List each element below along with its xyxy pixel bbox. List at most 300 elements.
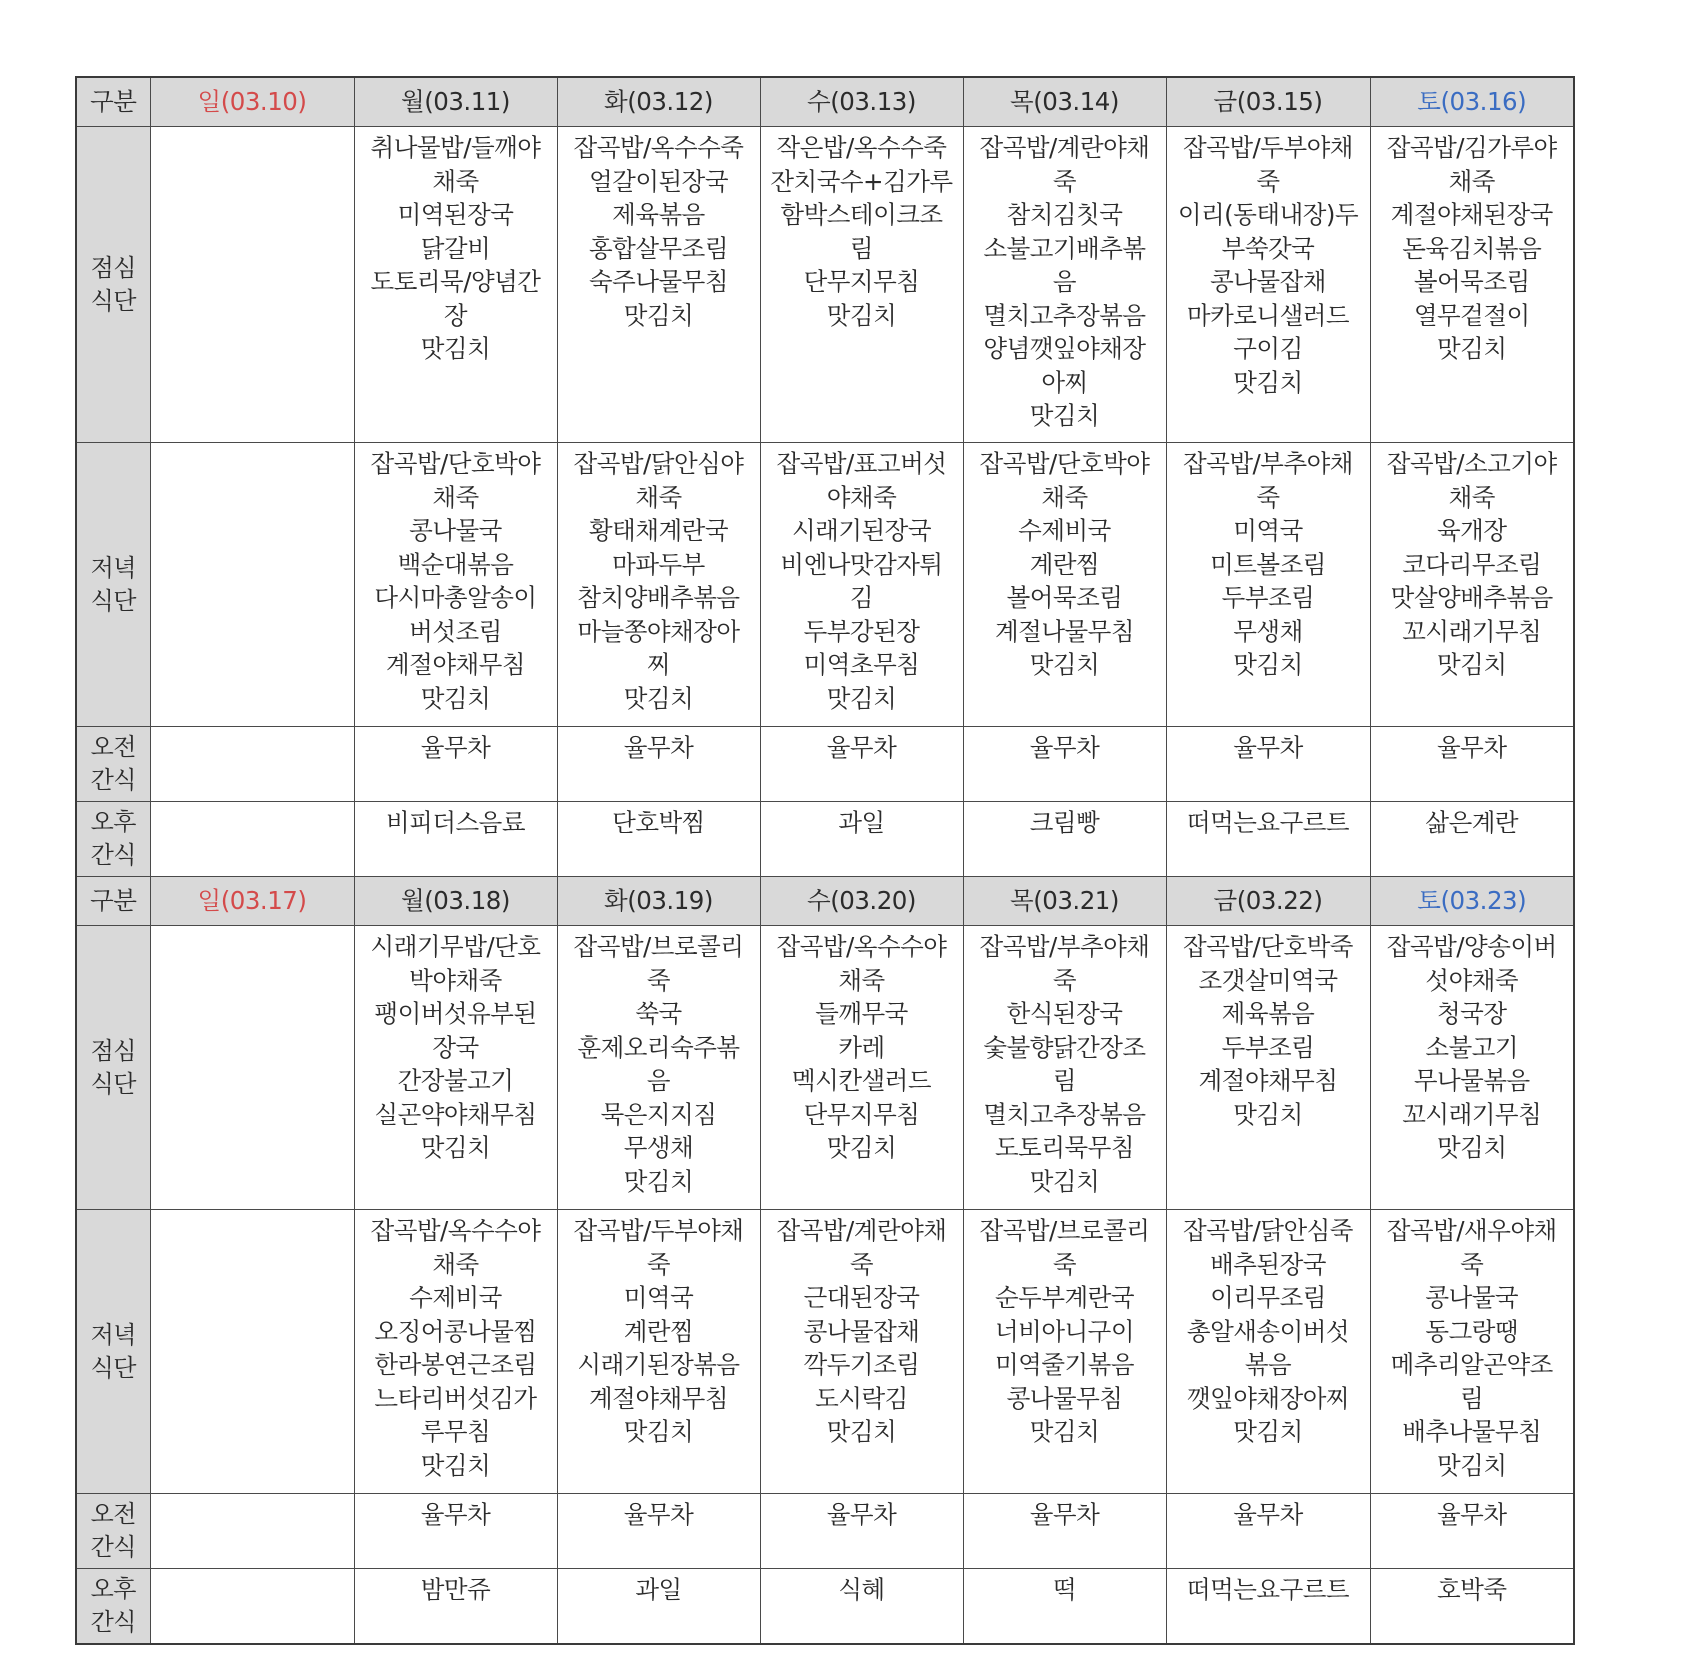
menu-item: 맛김치 (623, 683, 694, 713)
menu-item: 맛김치 (420, 683, 491, 713)
menu-item: 맛김치 (1436, 334, 1507, 363)
menu-item: 맛김치 (1233, 650, 1303, 679)
menu-item: 잡곡밥/옥수수야 (370, 1216, 541, 1245)
dinner-label-line: 저녁 (90, 553, 136, 582)
menu-item: 맛김치 (1436, 650, 1507, 679)
menu-item: 멸치고추장볶음 (983, 1099, 1146, 1129)
menu-item: 율무차 (1029, 1500, 1100, 1529)
week-1-lunch-row (76, 127, 1574, 443)
menu-item: 취나물밥/들깨야 (370, 133, 541, 162)
sunday-empty-cell (150, 802, 354, 877)
menu-item: 마카로니샐러드 (1186, 300, 1350, 330)
week-1-am-snack-row (76, 727, 1574, 802)
menu-item: 죽 (1460, 1249, 1484, 1279)
week-2-lunch-row (76, 926, 1574, 1210)
menu-item: 배추나물무침 (1402, 1417, 1542, 1446)
pm-snack-cell (1166, 802, 1370, 877)
am-snack-label-line: 오전 (90, 733, 136, 761)
menu-item: 청국장 (1436, 999, 1507, 1028)
lunch-label (76, 926, 150, 1210)
dinner-menu-cell (1166, 1210, 1370, 1494)
menu-item: 잡곡밥/새우야채 (1386, 1216, 1557, 1245)
day-header: 토(03.16) (1370, 77, 1574, 127)
menu-item: 크림빵 (1029, 808, 1100, 837)
pm-snack-cell (760, 802, 963, 877)
lunch-menu-cell (557, 926, 760, 1210)
menu-item: 도시락김 (815, 1383, 908, 1413)
menu-item: 밤만쥬 (420, 1575, 491, 1604)
day-header: 화(03.12) (557, 77, 760, 127)
menu-item: 소불고기 (1425, 1032, 1519, 1062)
dinner-menu-cell (1166, 443, 1370, 727)
menu-item: 과일 (838, 808, 885, 837)
menu-item: 맛김치 (826, 683, 897, 713)
menu-item: 구이김 (1233, 334, 1303, 363)
am-snack-label-line: 간식 (90, 1533, 136, 1561)
menu-item: 율무차 (623, 1500, 694, 1529)
menu-item: 루무침 (420, 1417, 491, 1446)
am-snack-cell (760, 727, 963, 802)
menu-item: 미역줄기볶음 (994, 1350, 1134, 1379)
menu-item: 맛김치 (826, 1133, 897, 1162)
menu-item: 호박죽 (1436, 1575, 1507, 1604)
menu-item: 잡곡밥/계란야채 (979, 133, 1150, 162)
menu-item: 수제비국 (409, 1283, 502, 1312)
menu-item: 콩나물무침 (1006, 1383, 1123, 1413)
menu-item: 황태채계란국 (588, 516, 728, 545)
lunch-menu-cell (1166, 926, 1370, 1210)
am-snack-cell (1166, 727, 1370, 802)
lunch-menu-cell (354, 926, 557, 1210)
menu-item: 맛김치 (623, 1166, 694, 1196)
menu-item: 두부강된장 (803, 616, 920, 646)
lunch-label-line: 점심 (90, 253, 136, 282)
menu-item: 얼갈이된장국 (588, 166, 728, 196)
lunch-menu-cell (1370, 127, 1574, 443)
pm-snack-label-line: 간식 (90, 1608, 136, 1636)
menu-item: 이리무조림 (1210, 1283, 1326, 1312)
menu-item: 잡곡밥/계란야채 (776, 1216, 947, 1245)
menu-item: 잡곡밥/소고기야 (1386, 449, 1557, 478)
menu-item: 계란찜 (1029, 549, 1100, 579)
menu-item: 율무차 (1436, 733, 1507, 762)
menu-item: 메추리알곤약조 (1390, 1350, 1553, 1379)
week-1-dinner-row (76, 443, 1574, 727)
sunday-empty-cell (150, 1569, 354, 1645)
menu-item: 맛김치 (1233, 1417, 1303, 1446)
menu-item: 맛김치 (1233, 1099, 1303, 1129)
menu-item: 무생채 (623, 1133, 694, 1162)
pm-snack-cell (1166, 1569, 1370, 1645)
menu-item: 볼어묵조림 (1006, 583, 1123, 612)
menu-item: 단무지무침 (803, 267, 920, 296)
menu-item: 이리(동태내장)두 (1177, 200, 1359, 229)
menu-item: 채죽 (1448, 482, 1495, 512)
lunch-menu-cell (1166, 127, 1370, 443)
menu-item: 맛김치 (1436, 1450, 1507, 1480)
lunch-label (76, 127, 150, 443)
menu-item: 잡곡밥/부추야채 (979, 932, 1150, 961)
am-snack-cell (557, 1494, 760, 1569)
week-2-header-row (76, 877, 1574, 926)
menu-item: 숙주나물무침 (588, 267, 728, 296)
menu-item: 잡곡밥/단호박야 (979, 449, 1150, 478)
menu-item: 채죽 (432, 1249, 479, 1279)
menu-item: 맛김치 (1029, 1417, 1100, 1446)
menu-item: 배추된장국 (1210, 1249, 1326, 1279)
menu-item: 제육볶음 (1221, 999, 1315, 1028)
pm-snack-cell (963, 802, 1166, 877)
menu-item: 꼬시래기무침 (1402, 1099, 1542, 1129)
menu-item: 잡곡밥/단호박죽 (1183, 932, 1353, 961)
menu-item: 맛김치 (623, 300, 694, 330)
dinner-label-line: 식단 (90, 1353, 136, 1382)
lunch-label-line: 점심 (90, 1036, 136, 1065)
day-header: 일(03.10) (150, 77, 354, 127)
menu-item: 숯불향닭간장조 (983, 1032, 1146, 1062)
menu-item: 잡곡밥/단호박야 (370, 449, 541, 478)
dinner-menu-cell (557, 1210, 760, 1494)
menu-item: 미역국 (1233, 516, 1303, 545)
menu-item: 콩나물국 (409, 516, 502, 545)
menu-item: 제육볶음 (612, 200, 705, 229)
pm-snack-cell (354, 802, 557, 877)
menu-item: 콩나물잡채 (1210, 267, 1326, 296)
menu-item: 양념깻잎야채장 (983, 334, 1146, 363)
menu-item: 맛김치 (420, 1450, 491, 1480)
am-snack-cell (1166, 1494, 1370, 1569)
pm-snack-cell (557, 1569, 760, 1645)
pm-snack-label (76, 1569, 150, 1645)
sunday-empty-cell (150, 926, 354, 1210)
menu-item: 들깨무국 (815, 999, 908, 1028)
menu-item: 율무차 (1233, 1500, 1303, 1529)
menu-item: 도토리묵무침 (994, 1133, 1134, 1162)
pm-snack-label-line: 오후 (90, 808, 136, 836)
menu-item: 채죽 (432, 166, 479, 196)
menu-item: 잡곡밥/닭안심야 (573, 449, 744, 478)
menu-item: 비엔나맛감자튀 (780, 549, 943, 579)
header-label: 구분 (76, 77, 150, 127)
menu-item: 떠먹는요구르트 (1186, 808, 1350, 837)
dinner-menu-cell (354, 443, 557, 727)
menu-item: 팽이버섯유부된 (374, 999, 537, 1028)
menu-item: 야채죽 (826, 482, 897, 512)
menu-item: 채죽 (432, 482, 479, 512)
menu-item: 미역초무침 (803, 650, 920, 679)
menu-item: 두부조림 (1221, 583, 1315, 612)
pm-snack-cell (963, 1569, 1166, 1645)
menu-item: 맛김치 (826, 300, 897, 330)
pm-snack-label-line: 간식 (90, 841, 136, 869)
menu-item: 율무차 (1029, 733, 1100, 762)
menu-item: 동그랑땡 (1425, 1316, 1519, 1346)
pm-snack-cell (1370, 802, 1574, 877)
menu-item: 잡곡밥/부추야채 (1183, 449, 1353, 478)
pm-snack-cell (1370, 1569, 1574, 1645)
menu-item: 율무차 (623, 733, 694, 762)
menu-item: 콩나물잡채 (803, 1316, 920, 1346)
lunch-label-line: 식단 (90, 286, 136, 315)
day-header: 토(03.23) (1370, 877, 1574, 926)
menu-item: 훈제오리숙주볶 (577, 1032, 740, 1062)
menu-item: 무나물볶음 (1413, 1066, 1530, 1095)
menu-item: 잡곡밥/양송이버 (1386, 932, 1557, 961)
day-header: 목(03.21) (963, 877, 1166, 926)
menu-item: 맛김치 (1233, 367, 1303, 397)
menu-item: 림 (1052, 1066, 1077, 1095)
menu-item: 채죽 (635, 482, 682, 512)
menu-item: 깍두기조림 (803, 1350, 920, 1379)
menu-item: 율무차 (1436, 1500, 1507, 1529)
menu-item: 죽 (1256, 482, 1280, 512)
menu-item: 음 (646, 1066, 671, 1095)
menu-item: 다시마총알송이 (374, 583, 537, 612)
menu-item: 채죽 (1041, 482, 1088, 512)
dinner-label-line: 식단 (90, 586, 136, 615)
menu-item: 죽 (1256, 166, 1280, 196)
menu-item: 참치양배추볶음 (577, 583, 740, 612)
menu-item: 조갯살미역국 (1198, 965, 1338, 995)
dinner-label (76, 443, 150, 727)
day-header: 금(03.22) (1166, 877, 1370, 926)
menu-item: 소불고기배추볶 (983, 233, 1146, 263)
menu-item: 미역된장국 (397, 200, 514, 229)
week-1-pm-snack-row (76, 802, 1574, 877)
menu-item: 잡곡밥/표고버섯 (776, 449, 947, 478)
menu-item: 맛김치 (826, 1417, 897, 1446)
menu-item: 미트볼조림 (1210, 549, 1326, 579)
menu-item: 잡곡밥/옥수수죽 (573, 133, 744, 162)
dinner-menu-cell (963, 1210, 1166, 1494)
dinner-menu-cell (354, 1210, 557, 1494)
lunch-menu-cell (354, 127, 557, 443)
weekly-menu-table (75, 76, 1575, 1645)
menu-item: 맛김치 (1029, 401, 1100, 430)
day-header: 화(03.19) (557, 877, 760, 926)
menu-item: 시래기된장국 (791, 516, 931, 545)
week-2-pm-snack-row (76, 1569, 1574, 1645)
menu-item: 단호박찜 (612, 808, 705, 837)
menu-item: 죽 (1052, 965, 1077, 995)
menu-item: 맛살양배추볶음 (1390, 583, 1553, 612)
menu-item: 잡곡밥/브로콜리 (573, 932, 744, 961)
am-snack-cell (760, 1494, 963, 1569)
menu-item: 떡 (1052, 1575, 1077, 1604)
menu-item: 음 (1052, 267, 1077, 296)
lunch-menu-cell (963, 127, 1166, 443)
am-snack-cell (963, 727, 1166, 802)
day-header: 월(03.11) (354, 77, 557, 127)
pm-snack-cell (557, 802, 760, 877)
menu-item: 볶음 (1244, 1350, 1292, 1379)
lunch-menu-cell (963, 926, 1166, 1210)
menu-item: 단무지무침 (803, 1099, 920, 1129)
dinner-label-line: 저녁 (90, 1320, 136, 1349)
menu-item: 도토리묵/양념간 (370, 267, 541, 296)
lunch-menu-cell (1370, 926, 1574, 1210)
menu-item: 한라봉연근조림 (374, 1350, 537, 1379)
menu-item: 총알새송이버섯 (1186, 1316, 1350, 1346)
menu-item: 찌 (646, 650, 671, 679)
menu-item: 멕시칸샐러드 (791, 1066, 931, 1095)
pm-snack-cell (354, 1569, 557, 1645)
menu-item: 식혜 (838, 1575, 885, 1604)
menu-item: 계절나물무침 (994, 616, 1134, 646)
menu-item: 죽 (646, 965, 671, 995)
menu-item: 아찌 (1041, 367, 1088, 397)
menu-item: 돈육김치볶음 (1402, 233, 1542, 263)
dinner-menu-cell (760, 443, 963, 727)
menu-item: 잡곡밥/두부야채 (573, 1216, 744, 1245)
menu-item: 박야채죽 (409, 965, 502, 995)
menu-item: 두부조림 (1221, 1032, 1315, 1062)
menu-item: 닭갈비 (420, 233, 491, 263)
header-label: 구분 (76, 877, 150, 926)
menu-item: 맛김치 (1436, 1133, 1507, 1162)
menu-item: 콩나물국 (1425, 1283, 1519, 1312)
menu-item: 순두부계란국 (994, 1283, 1134, 1312)
menu-item: 너비아니구이 (994, 1316, 1134, 1346)
menu-item: 채죽 (1448, 166, 1495, 196)
sunday-empty-cell (150, 127, 354, 443)
lunch-menu-cell (760, 926, 963, 1210)
menu-item: 죽 (646, 1249, 671, 1279)
menu-item: 무생채 (1233, 616, 1303, 646)
sunday-empty-cell (150, 1210, 354, 1494)
menu-item: 볼어묵조림 (1413, 267, 1530, 296)
menu-item: 장 (443, 300, 468, 330)
week-2-am-snack-row (76, 1494, 1574, 1569)
lunch-label-line: 식단 (90, 1069, 136, 1098)
menu-item: 함박스테이크조 (780, 200, 943, 229)
sunday-empty-cell (150, 443, 354, 727)
menu-item: 계절야채무침 (1198, 1066, 1338, 1095)
am-snack-cell (557, 727, 760, 802)
day-header: 목(03.14) (963, 77, 1166, 127)
menu-item: 묵은지지짐 (600, 1099, 717, 1129)
menu-item: 깻잎야채장아찌 (1186, 1383, 1350, 1413)
day-header: 월(03.18) (354, 877, 557, 926)
menu-item: 계절야채된장국 (1390, 200, 1553, 229)
menu-item: 떠먹는요구르트 (1186, 1575, 1350, 1604)
dinner-menu-cell (760, 1210, 963, 1494)
menu-item: 실곤약야채무침 (374, 1099, 537, 1129)
am-snack-label (76, 727, 150, 802)
menu-item: 간장불고기 (397, 1066, 514, 1095)
sunday-empty-cell (150, 727, 354, 802)
menu-item: 삶은계란 (1425, 808, 1519, 837)
am-snack-label-line: 간식 (90, 766, 136, 794)
menu-item: 계절야채무침 (385, 650, 525, 679)
menu-item: 느타리버섯김가 (374, 1383, 537, 1413)
menu-item: 마늘쫑야채장아 (577, 616, 740, 646)
am-snack-cell (1370, 727, 1574, 802)
lunch-menu-cell (760, 127, 963, 443)
menu-item: 율무차 (826, 1500, 897, 1529)
lunch-menu-cell (557, 127, 760, 443)
day-header: 일(03.17) (150, 877, 354, 926)
menu-item: 수제비국 (1018, 516, 1111, 545)
menu-item: 비피더스음료 (385, 808, 525, 837)
day-header: 수(03.20) (760, 877, 963, 926)
menu-item: 율무차 (1233, 733, 1303, 762)
menu-item: 참치김칫국 (1006, 200, 1123, 229)
menu-item: 김 (849, 583, 874, 612)
pm-snack-label (76, 802, 150, 877)
menu-item: 오징어콩나물찜 (374, 1316, 537, 1346)
menu-item: 맛김치 (623, 1417, 694, 1446)
am-snack-label-line: 오전 (90, 1500, 136, 1528)
menu-item: 잡곡밥/김가루야 (1386, 133, 1557, 162)
dinner-menu-cell (1370, 1210, 1574, 1494)
menu-item: 맛김치 (420, 1133, 491, 1162)
menu-item: 잡곡밥/브로콜리 (979, 1216, 1150, 1245)
menu-item: 맛김치 (420, 334, 491, 363)
menu-item: 쑥국 (635, 999, 682, 1028)
menu-item: 코다리무조림 (1402, 549, 1542, 579)
menu-item: 림 (1460, 1383, 1484, 1413)
menu-item: 미역국 (623, 1283, 694, 1312)
menu-item: 시래기무밥/단호 (370, 932, 541, 961)
menu-item: 율무차 (420, 733, 491, 762)
menu-item: 죽 (849, 1249, 874, 1279)
menu-item: 맛김치 (1029, 650, 1100, 679)
sunday-empty-cell (150, 1494, 354, 1569)
menu-item: 율무차 (420, 1500, 491, 1529)
menu-item: 잔치국수+김가루 (770, 166, 953, 196)
menu-item: 한식된장국 (1006, 999, 1123, 1028)
menu-item: 부쑥갓국 (1221, 233, 1315, 263)
menu-item: 죽 (1052, 1249, 1077, 1279)
menu-item: 마파두부 (612, 549, 705, 579)
dinner-label (76, 1210, 150, 1494)
dinner-menu-cell (1370, 443, 1574, 727)
week-1-header-row (76, 77, 1574, 127)
menu-item: 백순대볶음 (397, 549, 514, 579)
menu-item: 죽 (1052, 166, 1077, 196)
menu-item: 과일 (635, 1575, 682, 1604)
menu-item: 맛김치 (1029, 1166, 1100, 1196)
menu-item: 홍합살무조림 (588, 233, 728, 263)
day-header: 금(03.15) (1166, 77, 1370, 127)
menu-item: 작은밥/옥수수죽 (776, 133, 947, 162)
menu-item: 잡곡밥/옥수수야 (776, 932, 947, 961)
am-snack-cell (354, 1494, 557, 1569)
menu-item: 섯야채죽 (1425, 965, 1519, 995)
day-header: 수(03.13) (760, 77, 963, 127)
am-snack-cell (354, 727, 557, 802)
menu-item: 꼬시래기무침 (1402, 616, 1542, 646)
week-2-dinner-row (76, 1210, 1574, 1494)
menu-item: 열무겉절이 (1413, 300, 1530, 330)
menu-item: 멸치고추장볶음 (983, 300, 1146, 330)
menu-item: 시래기된장볶음 (577, 1350, 740, 1379)
menu-item: 장국 (432, 1032, 479, 1062)
menu-item: 육개장 (1436, 516, 1507, 545)
menu-item: 림 (849, 233, 874, 263)
dinner-menu-cell (557, 443, 760, 727)
menu-item: 잡곡밥/닭안심죽 (1183, 1216, 1353, 1245)
menu-item: 근대된장국 (803, 1283, 920, 1312)
pm-snack-cell (760, 1569, 963, 1645)
menu-item: 채죽 (838, 965, 885, 995)
am-snack-label (76, 1494, 150, 1569)
menu-item: 계절야채무침 (588, 1383, 728, 1413)
menu-item: 버섯조림 (409, 616, 502, 646)
pm-snack-label-line: 오후 (90, 1575, 136, 1603)
menu-item: 잡곡밥/두부야채 (1183, 133, 1353, 162)
